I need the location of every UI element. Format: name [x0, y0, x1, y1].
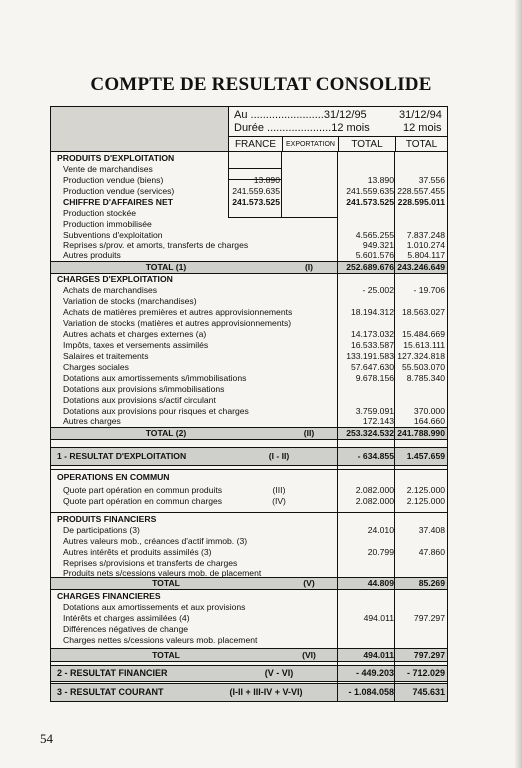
rule-totalvi-bottom: [51, 661, 447, 662]
col-france: FRANCE: [228, 136, 282, 151]
table-row: Production vendue (biens) 13.890 13.890 37.556: [63, 175, 445, 185]
table-row: Production stockée: [63, 208, 137, 218]
table-row: Charges nettes s/cessions valeurs mob. placement: [63, 635, 258, 645]
table-row: PRODUITS D'EXPLOITATION: [57, 153, 175, 163]
table-row: De participations (3) 24.010 37.408: [63, 525, 445, 535]
col-total-94: TOTAL: [395, 136, 447, 151]
table-row: Dotations aux amortissements s/immobilisations 9.678.156 8.785.340: [63, 373, 445, 383]
result-row: 3 - RESULTAT COURANT (I-II + III-IV + V-VI) - 1.084.058 745.631: [57, 687, 445, 697]
table-row: CHIFFRE D'AFFAIRES NET 241.573.525 241.573.525 228.595.011: [63, 197, 445, 207]
table-row: Impôts, taxes et versements assimilés 16.533.587 15.613.111: [63, 340, 445, 350]
table-row: Différences négatives de change: [63, 624, 189, 634]
table-row: Quote part opération en commun charges (IV) 2.082.000 2.125.000: [63, 496, 445, 506]
col-exportation: EXPORTATION: [282, 136, 338, 151]
date-label: Au ........................31/12/95: [234, 109, 367, 121]
header-shaded-area: [51, 107, 229, 151]
rule-result2-bottom: [51, 681, 447, 682]
table-row: Autres intérêts et produits assimilés (3) 20.799 47.860: [63, 547, 445, 557]
rule-total2-bottom: [51, 439, 447, 440]
table-row: Charges sociales 57.647.630 55.503.070: [63, 362, 445, 372]
table-row: Reprises s/provisions et transferts de charges: [63, 558, 238, 568]
table-row: TOTAL (1) (I) 252.689.676 243.246.649: [145, 262, 445, 272]
rule-totalvi-top: [51, 648, 447, 649]
page-number: 54: [40, 731, 53, 746]
table-row: TOTAL (VI) 494.011 797.297: [152, 650, 445, 660]
table-row: Reprises s/prov. et amorts, transferts de charges 949.321 1.010.274: [63, 240, 445, 250]
table-row: Variation de stocks (matières et autres approvisionnements): [63, 318, 292, 328]
table-row: Variation de stocks (marchandises): [63, 296, 197, 306]
table-row: Production immobilisée: [63, 219, 152, 229]
table-row: CHARGES D'EXPLOITATION: [57, 274, 173, 284]
table-row: Achats de marchandises - 25.002 - 19.706: [63, 285, 445, 295]
table-row: Salaires et traitements 133.191.583 127.324.818: [63, 351, 445, 361]
table-row: Autres valeurs mob., créances d'actif immob. (3): [63, 536, 248, 546]
date-94: 31/12/94: [399, 109, 442, 121]
duration-94: 12 mois: [403, 122, 442, 134]
col-total-95: TOTAL: [338, 136, 395, 151]
result-row: 2 - RESULTAT FINANCIER (V - VI) - 449.203 - 712.029: [57, 668, 445, 678]
table-row: Dotations aux provisions s/actif circulant: [63, 395, 216, 405]
table-row: Autres produits 5.601.576 5.804.117: [63, 250, 445, 260]
table-row: Dotations aux provisions pour risques et charges 3.759.091 370.000: [63, 406, 445, 416]
income-statement-table: [50, 106, 448, 702]
table-row: Dotations aux provisions s/immobilisations: [63, 384, 225, 394]
table-row: PRODUITS FINANCIERS: [57, 514, 157, 524]
rule-operations-bottom: [51, 512, 447, 513]
table-row: TOTAL (V) 44.809 85.269: [152, 578, 445, 588]
table-row: Achats de matières premières et autres approvisionnements 18.194.312 18.563.027: [63, 307, 445, 317]
table-row: OPERATIONS EN COMMUN: [57, 472, 170, 482]
rule-result1-bottom: [51, 465, 447, 466]
page-title: COMPTE DE RESULTAT CONSOLIDE: [90, 74, 432, 95]
rule-totalv-bottom: [51, 589, 447, 590]
table-row: TOTAL (2) (II) 253.324.532 241.788.990: [145, 428, 445, 438]
table-row: Dotations aux amortissements et aux provisions: [63, 602, 246, 612]
table-row: Quote part opération en commun produits (III) 2.082.000 2.125.000: [63, 485, 445, 495]
table-row: CHARGES FINANCIERES: [57, 591, 161, 601]
page-edge-shadow: [514, 0, 522, 768]
table-row: Production vendue (services) 241.559.635 241.559.635 228.557.455: [63, 186, 445, 196]
table-row: Produits nets s/cessions valeurs mob. de placement: [63, 568, 262, 578]
table-row: Vente de marchandises: [63, 164, 153, 174]
table-header: [51, 107, 447, 152]
table-row: Subventions d'exploitation 4.565.255 7.837.248: [63, 230, 445, 240]
table-row: Autres achats et charges externes (a) 14.173.032 15.484.669: [63, 329, 445, 339]
table-row: Intérêts et charges assimilées (4) 494.011 797.297: [63, 613, 445, 623]
rule-operations-top: [51, 469, 447, 470]
duration-label: Durée .....................12 mois: [234, 122, 370, 134]
result-row: 1 - RESULTAT D'EXPLOITATION (I - II) - 634.855 1.457.659: [57, 451, 445, 461]
table-row: Autres charges 172.143 164.660: [63, 416, 445, 426]
rule-result1-top: [51, 447, 447, 448]
